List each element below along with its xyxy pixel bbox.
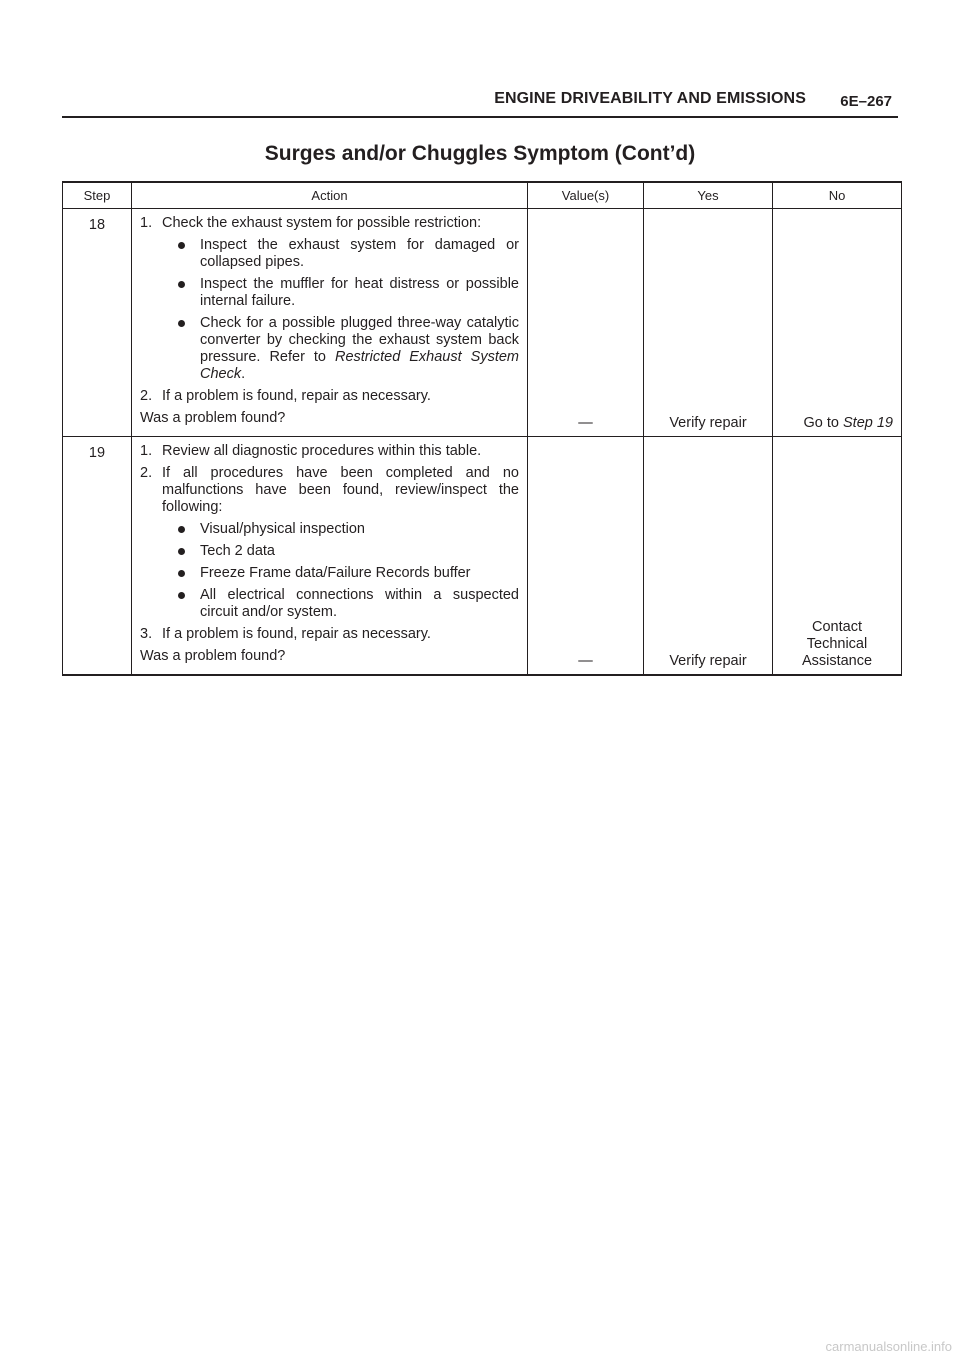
bullet-item: [140, 543, 519, 560]
watermark-footer: carmanualsonline.info: [825, 1339, 952, 1354]
step-link[interactable]: Step 19: [843, 415, 893, 431]
value-text: —: [578, 415, 593, 431]
page-title: Surges and/or Chuggles Symptom (Cont’d): [264, 142, 696, 165]
bullet-text: Inspect the exhaust system for damaged or collapsed pipes.: [200, 237, 519, 270]
bullet-item: [140, 237, 519, 271]
action-item: [140, 626, 519, 643]
diagnostic-table: [62, 181, 902, 676]
bullet-text: Inspect the muffler for heat distress or possible internal failure.: [200, 276, 519, 309]
reference-link[interactable]: Restricted Exhaust System Check: [200, 349, 519, 382]
column-header-action: Action: [132, 182, 528, 209]
bullet-item: [140, 315, 519, 383]
bullet-text: Freeze Frame data/Failure Records buffer: [200, 565, 471, 581]
bullet-icon: [178, 281, 185, 288]
bullet-icon: [178, 548, 185, 555]
column-header-yes: Yes: [644, 182, 773, 209]
bullet-icon: [178, 320, 185, 327]
bullet-icon: [178, 242, 185, 249]
item-number: 3.: [140, 626, 153, 642]
item-text: If a problem is found, repair as necessary.: [162, 388, 431, 404]
bullet-text: All electrical connections within a suspected circuit and/or system.: [200, 587, 519, 620]
no-text: [773, 415, 893, 432]
action-cell: [132, 209, 528, 437]
question-text: Was a problem found?: [140, 410, 286, 426]
yes-cell: [644, 209, 773, 437]
bullet-icon: [178, 592, 185, 599]
yes-text: Verify repair: [669, 415, 747, 431]
action-item: [140, 443, 519, 460]
no-cell: [773, 437, 902, 675]
bullet-text: Tech 2 data: [200, 543, 275, 559]
no-text-line: Technical: [806, 635, 868, 652]
bullet-icon: [178, 570, 185, 577]
step-number: 19: [63, 437, 132, 675]
bullet-item: [140, 276, 519, 310]
item-number: 2.: [140, 388, 153, 404]
column-header-step: Step: [63, 182, 132, 209]
page-header: [62, 88, 898, 118]
table-row-step-18: [63, 209, 902, 437]
table-row-step-19: [63, 437, 902, 675]
column-header-values: Value(s): [528, 182, 644, 209]
bullet-icon: [178, 526, 185, 533]
no-text: [773, 619, 901, 670]
bullet-item: [140, 521, 519, 538]
item-number: 1.: [140, 215, 153, 231]
action-item: [140, 388, 519, 405]
action-item: [140, 215, 519, 232]
bullet-item: [140, 565, 519, 582]
value-cell: [528, 209, 644, 437]
value-text: —: [578, 652, 593, 669]
action-cell: [132, 437, 528, 675]
no-text-line: Contact: [812, 618, 862, 635]
yes-cell: [644, 437, 773, 675]
item-number: 2.: [140, 465, 153, 481]
item-number: 1.: [140, 443, 153, 459]
question-text: Was a problem found?: [140, 648, 286, 664]
page-number: 6E–267: [840, 93, 892, 110]
bullet-item: [140, 587, 519, 621]
item-text: Check the exhaust system for possible restriction:: [162, 215, 482, 231]
yes-text: Verify repair: [669, 652, 747, 669]
bullet-text: Check for a possible plugged three-way catalytic converter by checking the exhaust system back pressure. Refer to: [200, 315, 519, 365]
item-text: If all procedures have been completed and no malfunctions have been found, review/inspect the following:: [162, 465, 519, 515]
action-item: [140, 465, 519, 516]
column-header-no: No: [773, 182, 902, 209]
table-header-row: [63, 182, 902, 209]
no-prefix: Go to: [803, 415, 843, 431]
no-text-line: Assistance: [801, 652, 873, 669]
section-title: ENGINE DRIVEABILITY AND EMISSIONS: [494, 90, 806, 107]
item-text: If a problem is found, repair as necessary.: [162, 626, 431, 642]
bullet-text: Visual/physical inspection: [200, 521, 365, 537]
item-text: Review all diagnostic procedures within this table.: [162, 443, 482, 459]
step-number: 18: [63, 209, 132, 437]
no-cell: [773, 209, 902, 437]
value-cell: [528, 437, 644, 675]
bullet-text-end: .: [241, 366, 246, 382]
